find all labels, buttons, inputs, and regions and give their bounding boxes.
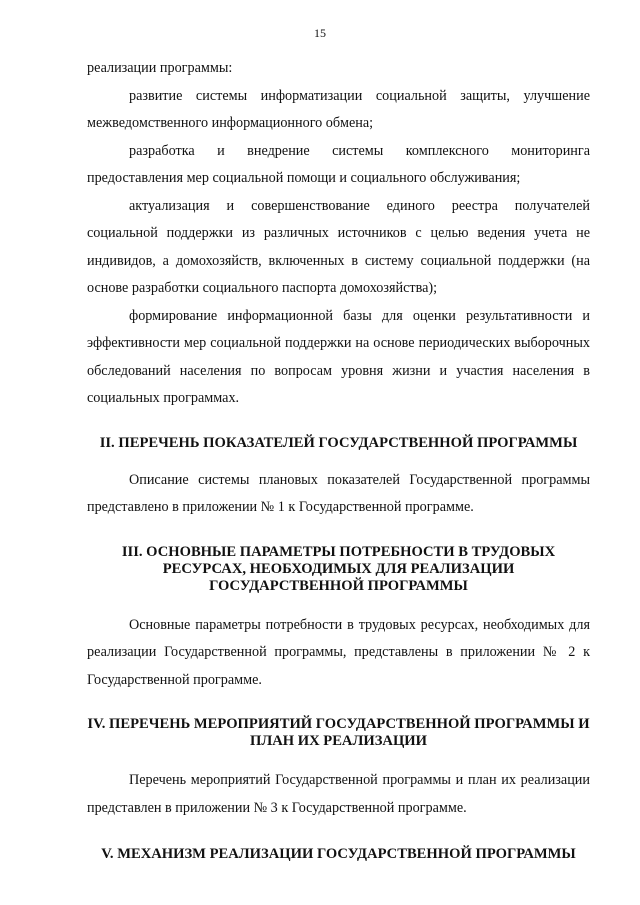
paragraph-measures: Перечень мероприятий Государственной программы и план их реализации представлен в приложении № 3 к Государственной программе. <box>87 772 590 816</box>
paragraph-monitoring: разработка и внедрение системы комплексного мониторинга предоставления мер социальной помощи и социального обслуживания; <box>87 142 590 186</box>
page-number: 15 <box>314 26 326 40</box>
paragraph-continuation: реализации программы: <box>87 60 233 76</box>
section-heading-mechanism: V. МЕХАНИЗМ РЕАЛИЗАЦИИ ГОСУДАРСТВЕННОЙ ПРОГРАММЫ <box>101 846 576 862</box>
paragraph-indicators: Описание системы плановых показателей Государственной программы представлено в приложении № 1 к Государственной программе. <box>87 471 590 515</box>
paragraph-registry: актуализация и совершенствование единого реестра получателей социальной поддержки из различных источников с целью ведения учета не индивидов, а домохозяйств, включенных в систему социальной поддержки (на основе разработки социального паспорта домохозяйства); <box>87 197 590 296</box>
paragraph-labor-resources: Основные параметры потребности в трудовых ресурсах, необходимых для реализации Государственной программы, представлены в приложении № 2 к Государственной программе. <box>87 616 590 688</box>
section-heading-indicators: II. ПЕРЕЧЕНЬ ПОКАЗАТЕЛЕЙ ГОСУДАРСТВЕННОЙ ПРОГРАММЫ <box>99 434 578 451</box>
section-heading-labor-resources: III. ОСНОВНЫЕ ПАРАМЕТРЫ ПОТРЕБНОСТИ В ТРУДОВЫХ РЕСУРСАХ, НЕОБХОДИМЫХ ДЛЯ РЕАЛИЗАЦИИ ГОСУДАРСТВЕННОЙ ПРОГРАММЫ <box>121 543 556 594</box>
paragraph-informatization: развитие системы информатизации социальной защиты, улучшение межведомственного информационного обмена; <box>87 87 590 131</box>
document-body <box>87 55 590 863</box>
section-heading-measures: IV. ПЕРЕЧЕНЬ МЕРОПРИЯТИЙ ГОСУДАРСТВЕННОЙ ПРОГРАММЫ И ПЛАН ИХ РЕАЛИЗАЦИИ <box>87 716 590 749</box>
paragraph-information-base: формирование информационной базы для оценки результативности и эффективности мер социальной поддержки на основе периодических выборочных обследований населения по вопросам уровня жизни и участия населения в социальных программах. <box>87 307 590 406</box>
